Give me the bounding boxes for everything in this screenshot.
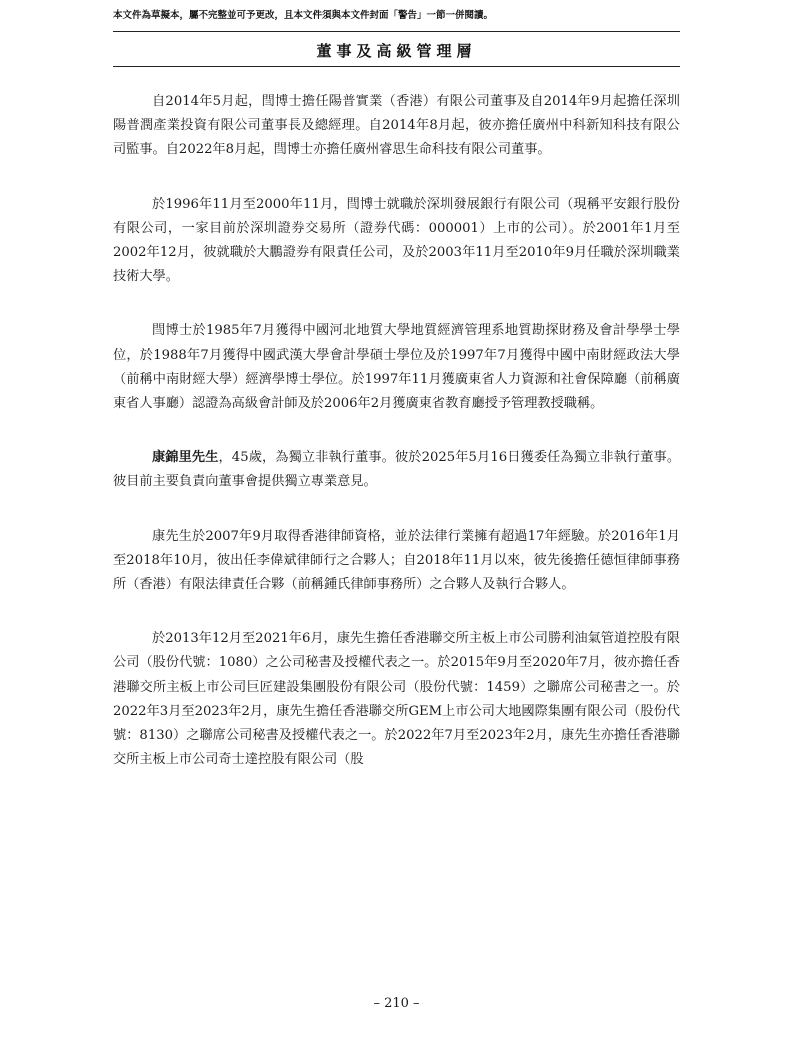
- page-number: – 210 –: [373, 996, 420, 1011]
- paragraph-text: 自2014年5月起，閆博士擔任陽普實業（香港）有限公司董事及自2014年9月起擔任深圳陽普潤產業投資有限公司董事長及總經理。自2014年8月起，彼亦擔任廣州中科新知科技有限公司監事。自2022年8月起，閆博士亦擔任廣州睿思生命科技有限公司董事。: [113, 94, 680, 158]
- paragraph-text: ，45歲，為獨立非執行董事。彼於2025年5月16日獲委任為獨立非執行董事。彼目前主要負責向董事會提供獨立專業意見。: [113, 450, 681, 490]
- director-name: 康錦里先生: [152, 450, 219, 466]
- paragraph-text: 康先生於2007年9月取得香港律師資格，並於法律行業擁有超過17年經驗。於2016年1月至2018年10月，彼出任李偉斌律師行之合夥人；自2018年11月以來，彼先後擔任德恒律師事務所（香港）有限法律責任合夥（前稱鍾氏律師事務所）之合夥人及執行合夥人。: [113, 528, 680, 593]
- paragraph-4: [113, 446, 680, 494]
- paragraph-text: 於2013年12月至2021年6月，康先生擔任香港聯交所主板上市公司勝利油氣管道控股有限公司（股份代號：1080）之公司秘書及授權代表之一。於2015年9月至2020年7月，彼亦擔任香港聯交所主板上市公司巨匠建設集團股份有限公司（股份代號：1459）之聯席公司秘書之一。於2022年3月至2023年2月，康先生擔任香港聯交所GEM上市公司大地國際集團有限公司（股份代號：8130）之聯席公司秘書及授權代表之一。於2022年7月至2023年2月，康先生亦擔任香港聯交所主板上市公司奇士達控股有限公司（股: [113, 631, 680, 768]
- paragraph-6: [113, 627, 680, 772]
- section-title: 董事及高級管理層: [316, 42, 477, 60]
- paragraph-text: 於1996年11月至2000年11月，閆博士就職於深圳發展銀行有限公司（現稱平安銀行股份有限公司，一家目前於深圳證券交易所（證券代碼：000001）上市的公司）。於2001年1月至2002年12月，彼就職於大鵬證券有限責任公司，及於2003年11月至2010年9月任職於深圳職業技術大學。: [113, 196, 680, 285]
- draft-disclaimer: 本文件為草擬本，屬不完整並可予更改，且本文件須與本文件封面「警告」一節一併閱讀。: [113, 10, 494, 21]
- paragraph-3: [113, 319, 680, 416]
- paragraph-5: [113, 525, 680, 598]
- paragraph-2: [113, 193, 680, 290]
- body-text: [113, 90, 680, 802]
- paragraph-text: 閆博士於1985年7月獲得中國河北地質大學地質經濟管理系地質勘探財務及會計學學士學位，於1988年7月獲得中國武漢大學會計學碩士學位及於1997年7月獲得中國中南財經政法大學（前稱中南財經大學）經濟學博士學位。於1997年11月獲廣東省人力資源和社會保障廳（前稱廣東省人事廳）認證為高級會計師及於2006年2月獲廣東省教育廳授予管理教授職稱。: [113, 323, 680, 412]
- title-rule: [113, 66, 680, 67]
- header-rule: [113, 31, 680, 32]
- paragraph-1: [113, 90, 680, 163]
